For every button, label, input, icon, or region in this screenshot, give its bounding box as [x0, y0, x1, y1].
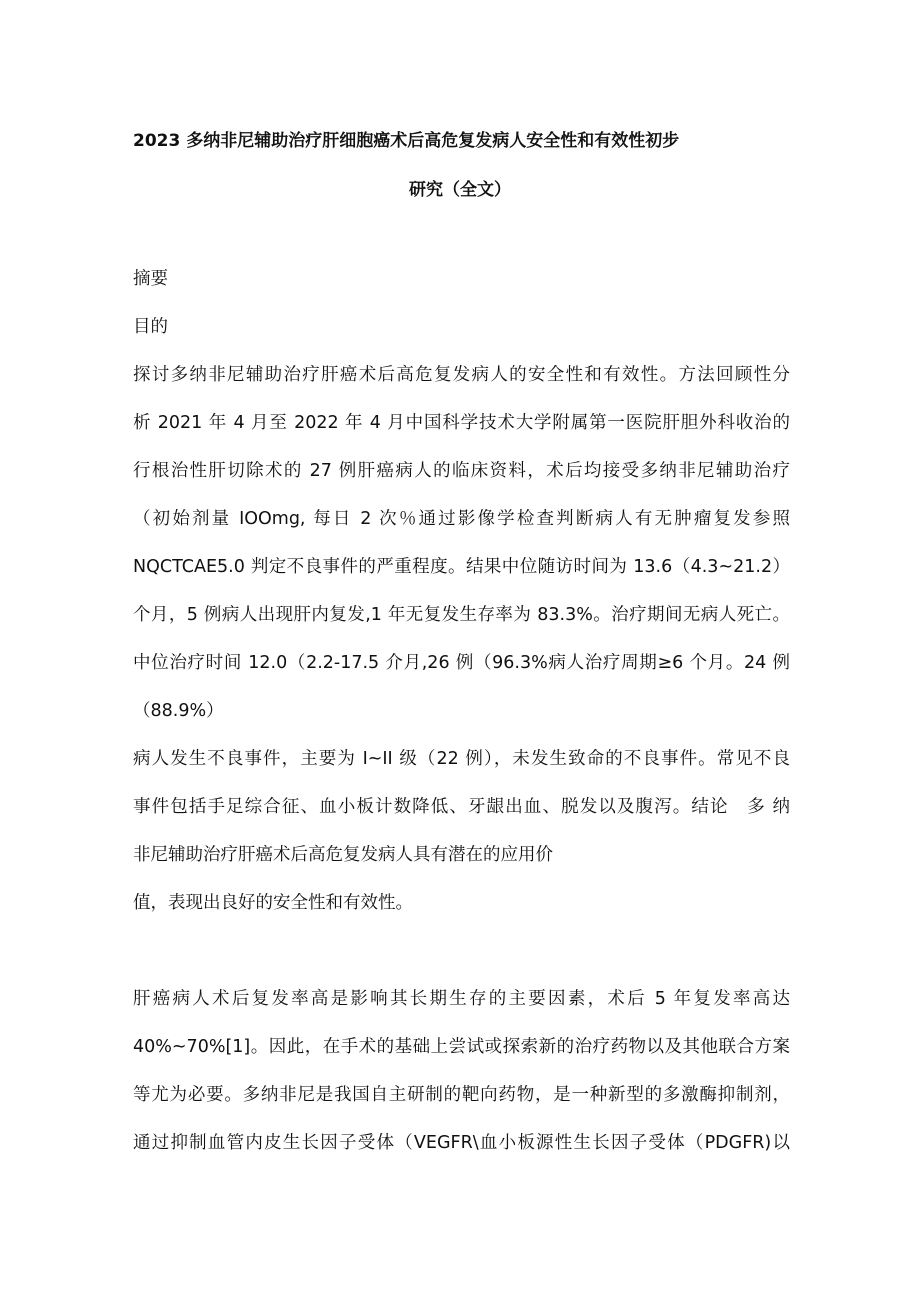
abstract-line: 个月，5 例病人出现肝内复发,1 年无复发生存率为 83.3%。治疗期间无病人死亡。 [133, 605, 790, 625]
abstract-line: 非尼辅助治疗肝癌术后高危复发病人具有潜在的应用价 [133, 845, 553, 865]
abstract-line: 病人发生不良事件，主要为 I~II 级（22 例），未发生致命的不良事件。常见不良 [133, 749, 790, 769]
document-title-line-1: 2023 多纳非尼辅助治疗肝细胞癌术后高危复发病人安全性和有效性初步 [133, 131, 680, 151]
body-line: 40%~70%[1]。因此，在手术的基础上尝试或探索新的治疗药物以及其他联合方案 [133, 1037, 790, 1057]
abstract-line: 析 2021 年 4 月至 2022 年 4 月中国科学技术大学附属第一医院肝胆外科收治的 [133, 413, 790, 433]
document-title-line-2: 研究（全文） [409, 180, 511, 200]
abstract-line: 探讨多纳非尼辅助治疗肝癌术后高危复发病人的安全性和有效性。方法回顾性分 [133, 365, 790, 385]
abstract-line: （初始剂量 IOOmg, 每日 2 次％通过影像学检查判断病人有无肿瘤复发参照 [133, 509, 790, 529]
body-line: 等尤为必要。多纳非尼是我国自主研制的靶向药物，是一种新型的多激酶抑制剂， [133, 1085, 790, 1105]
objective-heading: 目的 [133, 317, 168, 337]
abstract-heading: 摘要 [133, 269, 168, 289]
body-line: 肝癌病人术后复发率高是影响其长期生存的主要因素，术后 5 年复发率高达 [133, 989, 790, 1009]
abstract-line: 事件包括手足综合征、血小板计数降低、牙龈出血、脱发以及腹泻。结论 多 纳 [133, 797, 790, 817]
abstract-line: 行根治性肝切除术的 27 例肝癌病人的临床资料，术后均接受多纳非尼辅助治疗 [133, 461, 790, 481]
body-line: 通过抑制血管内皮生长因子受体（VEGFR\血小板源性生长因子受体（PDGFR)以 [133, 1133, 790, 1153]
abstract-line: （88.9%） [133, 701, 224, 721]
abstract-line: 中位治疗时间 12.0（2.2-17.5 介月,26 例（96.3%病人治疗周期≥6 个月。24 例 [133, 653, 790, 673]
abstract-line: NQCTCAE5.0 判定不良事件的严重程度。结果中位随访时间为 13.6（4.3~21.2） [133, 557, 790, 577]
abstract-line: 值，表现出良好的安全性和有效性。 [133, 893, 413, 913]
